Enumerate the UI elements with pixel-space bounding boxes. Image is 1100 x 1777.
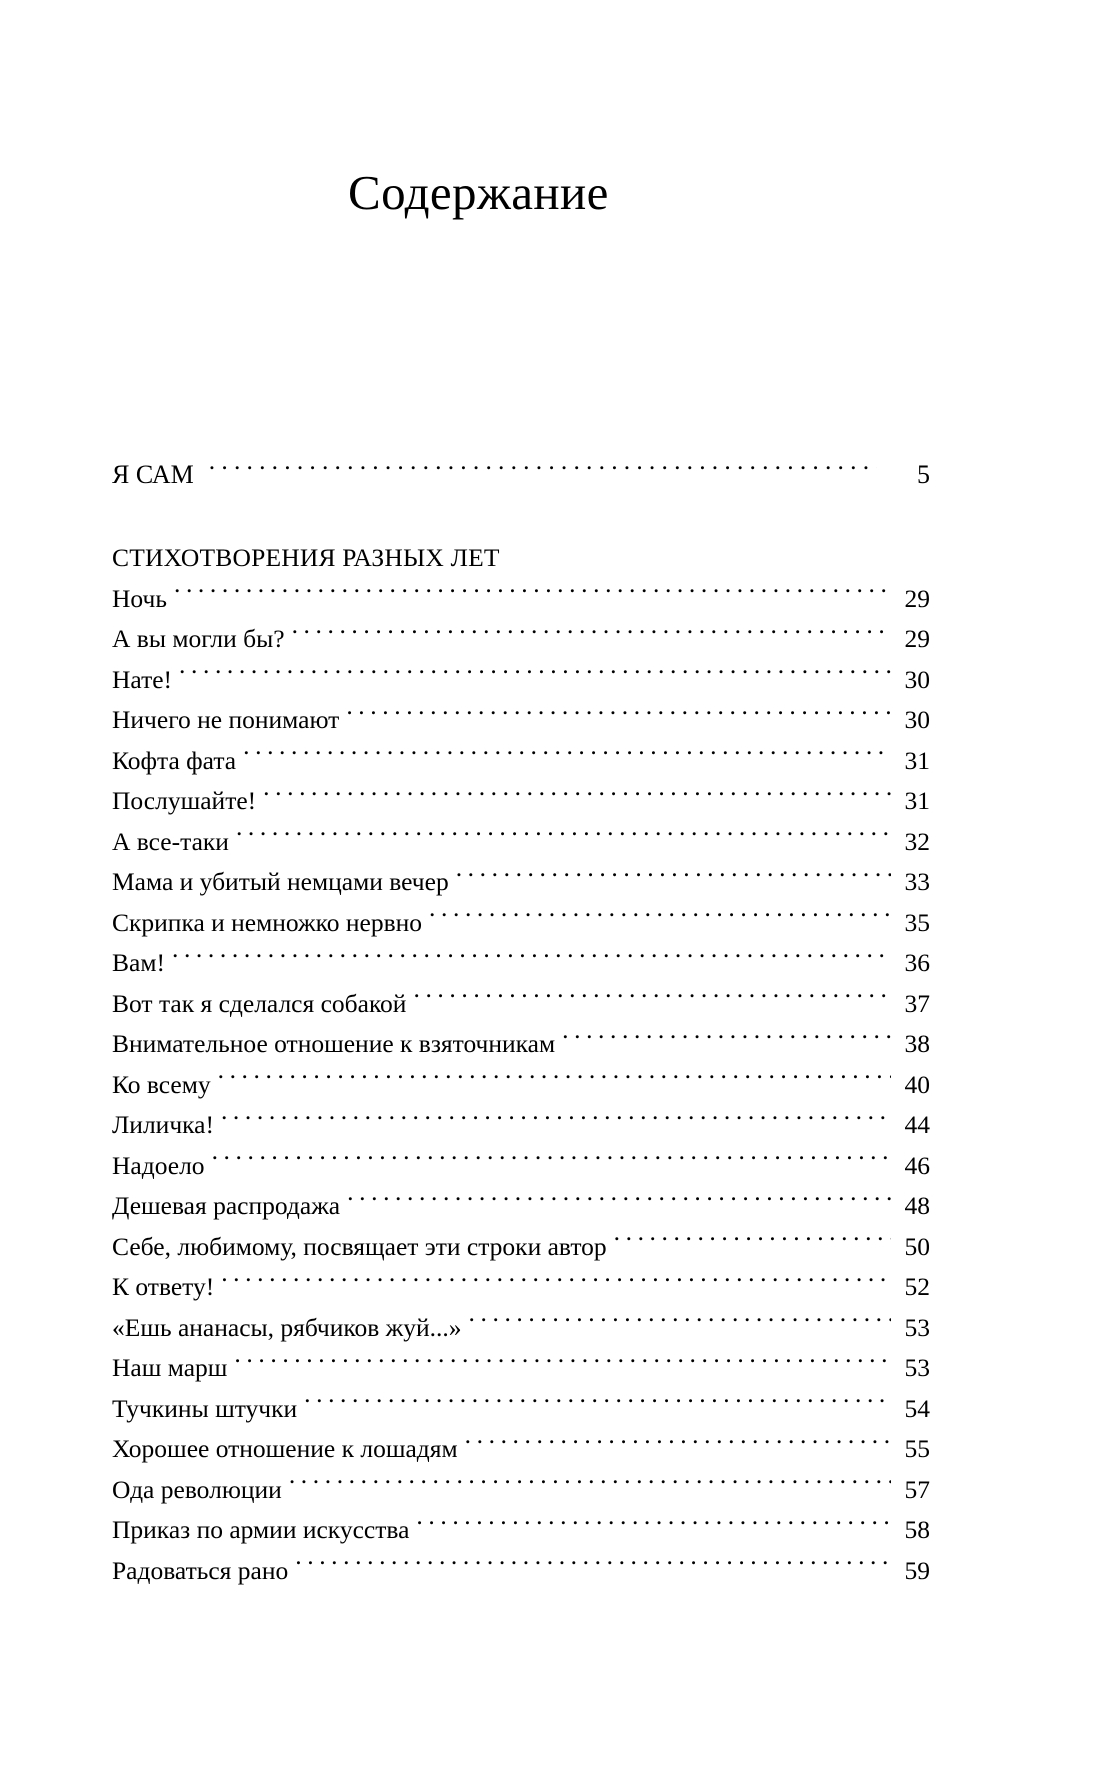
dot-leader bbox=[209, 457, 877, 483]
dot-leader bbox=[562, 1027, 891, 1053]
dot-leader bbox=[172, 946, 891, 972]
toc-entry-title: К ответу! bbox=[112, 1272, 215, 1301]
toc-entry-title: А все-таки bbox=[112, 826, 229, 856]
dot-leader bbox=[234, 1351, 891, 1377]
toc-entry-page: 46 bbox=[904, 1150, 930, 1180]
toc-entry-title: Дешевая распродажа bbox=[112, 1191, 341, 1220]
toc-entry-lead[interactable] bbox=[112, 455, 930, 495]
toc-entry-title: Приказ по армии искусства bbox=[112, 1515, 410, 1544]
toc-entry-page: 54 bbox=[904, 1393, 930, 1423]
toc-entry[interactable] bbox=[112, 741, 930, 782]
toc-entry-page: 30 bbox=[904, 664, 930, 694]
toc-entry-title: Внимательное отношение к взяточникам bbox=[112, 1029, 556, 1058]
toc-entry-title: Я САМ bbox=[112, 460, 194, 489]
toc-entry[interactable] bbox=[112, 862, 930, 903]
toc-entry[interactable] bbox=[112, 903, 930, 944]
toc-entry[interactable] bbox=[112, 1146, 930, 1187]
toc-entry[interactable] bbox=[112, 1024, 930, 1065]
toc-entry-page: 55 bbox=[904, 1434, 930, 1463]
toc-list bbox=[112, 455, 930, 1591]
toc-entry[interactable] bbox=[112, 1308, 930, 1349]
toc-entry-page: 53 bbox=[904, 1312, 930, 1342]
toc-entry[interactable] bbox=[112, 1348, 930, 1389]
toc-entry-title: Лиличка! bbox=[112, 1110, 214, 1139]
toc-entry-page: 40 bbox=[904, 1069, 930, 1099]
toc-entry-page: 57 bbox=[904, 1474, 930, 1504]
toc-entry-title: Надоело bbox=[112, 1150, 205, 1180]
dot-leader bbox=[469, 1310, 891, 1336]
toc-entry-title: Ода революции bbox=[112, 1474, 282, 1504]
toc-entry[interactable] bbox=[112, 1186, 930, 1227]
dot-leader bbox=[413, 986, 891, 1012]
toc-entry-title: Хорошее отношение к лошадям bbox=[112, 1434, 458, 1463]
toc-entry-title: Ничего не понимают bbox=[112, 705, 340, 734]
dot-leader bbox=[292, 622, 891, 648]
dot-leader bbox=[416, 1513, 891, 1539]
toc-entry-title: Наш марш bbox=[112, 1353, 228, 1382]
toc-entry-page: 36 bbox=[904, 948, 930, 977]
toc-entry[interactable] bbox=[112, 1227, 930, 1268]
toc-entry-page: 5 bbox=[917, 460, 930, 489]
dot-leader bbox=[174, 581, 891, 607]
dot-leader bbox=[295, 1553, 891, 1579]
toc-entry[interactable] bbox=[112, 579, 930, 620]
toc-entry-page: 50 bbox=[904, 1231, 930, 1261]
toc-entry[interactable] bbox=[112, 700, 930, 741]
toc-entry-title: Ко всему bbox=[112, 1069, 211, 1099]
toc-entry-title: Нате! bbox=[112, 664, 173, 694]
toc-entries-container bbox=[112, 579, 930, 1592]
toc-entry[interactable] bbox=[112, 781, 930, 822]
toc-entry-page: 31 bbox=[904, 786, 930, 815]
toc-entry[interactable] bbox=[112, 1105, 930, 1146]
dot-leader bbox=[179, 662, 891, 688]
toc-entry-page: 53 bbox=[904, 1353, 930, 1382]
toc-entry[interactable] bbox=[112, 1551, 930, 1592]
toc-entry-title: Радоваться рано bbox=[112, 1555, 289, 1585]
toc-entry[interactable] bbox=[112, 1429, 930, 1470]
toc-entry-page: 52 bbox=[904, 1272, 930, 1301]
toc-entry-page: 35 bbox=[904, 907, 930, 937]
dot-leader bbox=[614, 1229, 891, 1255]
dot-leader bbox=[347, 1189, 891, 1215]
toc-entry-title: «Ешь ананасы, рябчиков жуй...» bbox=[112, 1312, 462, 1342]
dot-leader bbox=[346, 703, 891, 729]
dot-leader bbox=[289, 1472, 891, 1498]
toc-entry-page: 48 bbox=[904, 1191, 930, 1220]
page-title: Содержание bbox=[348, 165, 609, 220]
toc-entry-page: 37 bbox=[904, 988, 930, 1018]
dot-leader bbox=[263, 784, 891, 810]
dot-leader bbox=[429, 905, 891, 931]
spacer bbox=[112, 495, 930, 538]
toc-entry[interactable] bbox=[112, 1267, 930, 1308]
toc-entry-page: 59 bbox=[904, 1555, 930, 1585]
toc-entry[interactable] bbox=[112, 822, 930, 863]
toc-entry-title: А вы могли бы? bbox=[112, 624, 285, 653]
dot-leader bbox=[212, 1148, 891, 1174]
toc-entry-page: 31 bbox=[904, 745, 930, 775]
dot-leader bbox=[465, 1432, 891, 1458]
toc-entry-title: Себе, любимому, посвящает эти строки автор bbox=[112, 1231, 607, 1261]
toc-entry-title: Ночь bbox=[112, 583, 167, 613]
toc-entry-title: Вам! bbox=[112, 948, 165, 977]
dot-leader bbox=[236, 824, 891, 850]
toc-entry-title: Мама и убитый немцами вечер bbox=[112, 867, 449, 896]
toc-section-heading: СТИХОТВОРЕНИЯ РАЗНЫХ ЛЕТ bbox=[112, 543, 500, 572]
toc-entry-title: Кофта фата bbox=[112, 745, 237, 775]
toc-entry-page: 32 bbox=[904, 826, 930, 856]
dot-leader bbox=[304, 1391, 891, 1417]
dot-leader bbox=[218, 1067, 891, 1093]
toc-entry-page: 33 bbox=[904, 867, 930, 896]
toc-entry[interactable] bbox=[112, 943, 930, 984]
toc-entry[interactable] bbox=[112, 619, 930, 660]
toc-entry-page: 29 bbox=[904, 583, 930, 613]
dot-leader bbox=[221, 1108, 891, 1134]
toc-entry-title: Скрипка и немножко нервно bbox=[112, 907, 423, 937]
toc-entry-title: Вот так я сделался собакой bbox=[112, 988, 407, 1018]
toc-entry[interactable] bbox=[112, 984, 930, 1025]
toc-entry-page: 30 bbox=[904, 705, 930, 734]
toc-entry-page: 38 bbox=[904, 1029, 930, 1058]
toc-entry[interactable] bbox=[112, 1389, 930, 1430]
toc-entry-title: Тучкины штучки bbox=[112, 1393, 298, 1423]
toc-entry[interactable] bbox=[112, 1510, 930, 1551]
toc-entry[interactable] bbox=[112, 1470, 930, 1511]
toc-entry-page: 29 bbox=[904, 624, 930, 653]
dot-leader bbox=[456, 865, 891, 891]
toc-entry[interactable] bbox=[112, 1065, 930, 1106]
toc-entry-page: 58 bbox=[904, 1515, 930, 1544]
dot-leader bbox=[243, 743, 891, 769]
dot-leader bbox=[221, 1270, 891, 1296]
toc-entry[interactable] bbox=[112, 660, 930, 701]
toc-entry-page: 44 bbox=[904, 1110, 930, 1139]
toc-entry-title: Послушайте! bbox=[112, 786, 257, 815]
